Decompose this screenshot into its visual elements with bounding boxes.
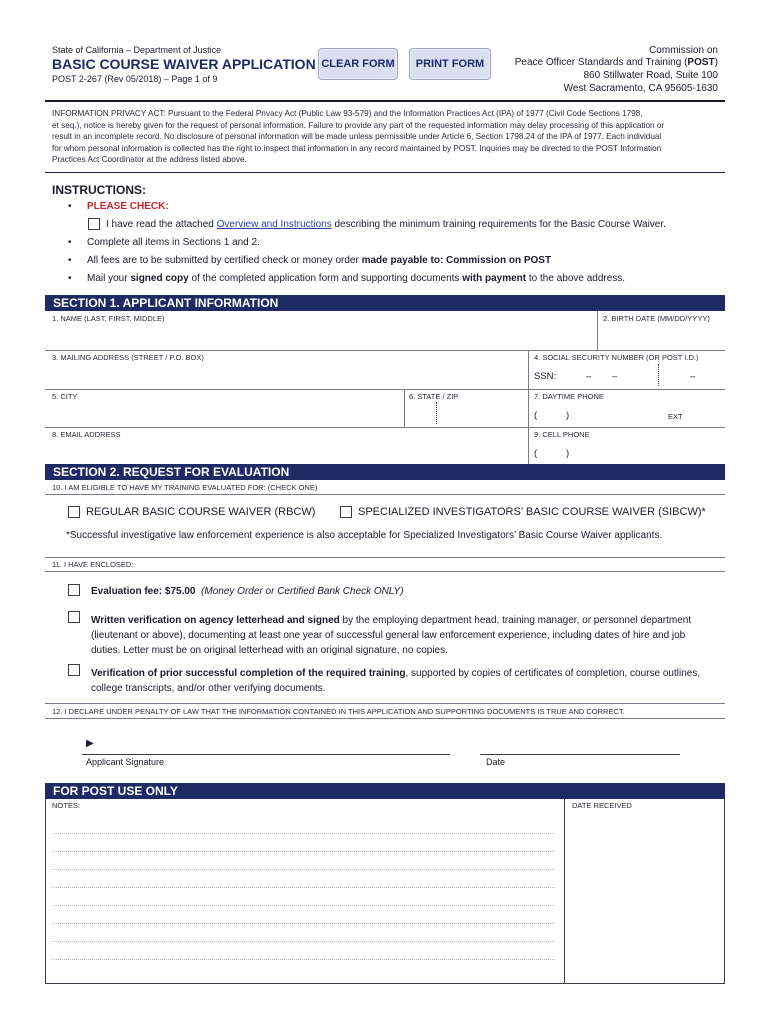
divider [45,427,725,428]
cell-paren-open: ( [534,448,538,459]
evaluation-fee-checkbox[interactable] [68,584,80,596]
divider [564,799,565,984]
cell-paren-close: ) [566,448,570,459]
email-input[interactable] [52,440,522,462]
ext-label: EXT [668,412,683,421]
ssn-dash: – [690,371,696,382]
declaration-label: 12. I DECLARE UNDER PENALTY OF LAW THAT THE INFORMATION CONTAINED IN THIS APPLICATION AND SUPPORTING DOCUMENTS IS TRUE AND CORRECT. [52,707,625,716]
overview-instructions-link[interactable]: Overview and Instructions [216,219,332,230]
city-label: 5. CITY [52,392,78,401]
divider [45,350,725,351]
date-line [480,754,680,755]
email-label: 8. EMAIL ADDRESS [52,430,121,439]
name-label: 1. NAME (LAST, FIRST, MIDDLE) [52,314,165,323]
divider [45,557,725,558]
privacy-divider [45,172,725,173]
instruction-item-4: Mail your signed copy of the completed application form and supporting documents with payment to the above address. [87,273,626,284]
phone-paren-open: ( [534,410,538,421]
bullet: • [68,201,72,212]
instruction-item-3: All fees are to be submitted by certified check or money order made payable to: Commission on POST [87,255,552,266]
divider [597,311,598,351]
divider [45,389,725,390]
divider [528,350,529,465]
prior-training-text: Verification of prior successful completion of the required training, supported by copies of certificates of completion, course outlines, college transcripts, and/or other verifying documents. [91,668,701,694]
state-zip-label: 6. STATE / ZIP [409,392,459,401]
prior-training-checkbox[interactable] [68,664,80,676]
address-line1: 860 Stillwater Road, Suite 100 [583,70,718,81]
mailing-address-label: 3. MAILING ADDRESS (STREET / P.O. BOX) [52,353,204,362]
date-received-label: DATE RECEIVED [572,801,632,810]
commission-line2: Peace Officer Standards and Training (POST) [514,57,718,68]
city-input[interactable] [52,402,400,424]
date-label: Date [486,757,506,767]
evaluation-fee-text: Evaluation fee: $75.00 (Money Order or Certified Bank Check ONLY) [91,586,404,597]
divider [45,703,725,704]
clear-form-button[interactable]: CLEAR FORM [318,48,398,80]
phone-paren-close: ) [566,410,570,421]
divider [404,389,405,427]
section2-header: SECTION 2. REQUEST FOR EVALUATION [45,464,725,480]
sibcw-footnote: *Successful investigative law enforcement experience is also acceptable for Specialized Investigators’ Basic Course Waiver applicants. [66,530,663,541]
commission-line1: Commission on [649,45,718,56]
section1-header: SECTION 1. APPLICANT INFORMATION [45,295,725,311]
ssn-dash: – [586,371,592,382]
mailing-address-input[interactable] [52,363,522,387]
eligibility-label: 10. I AM ELIGIBLE TO HAVE MY TRAINING EVALUATED FOR: (CHECK ONE) [52,483,318,492]
bullet: • [68,255,72,266]
ssn-label: SSN: [534,371,557,382]
birth-date-label: 2. BIRTH DATE (MM/DD/YYYY) [603,314,710,323]
read-instructions-checkbox[interactable] [88,218,100,230]
divider [45,718,725,719]
rbcw-label: REGULAR BASIC COURSE WAIVER (RBCW) [86,506,316,518]
sibcw-label: SPECIALIZED INVESTIGATORS’ BASIC COURSE WAIVER (SIBCW)* [358,506,706,518]
signature-input[interactable] [82,734,450,754]
state-zip-input[interactable] [408,402,524,424]
enclosed-label: 11. I HAVE ENCLOSED: [52,560,134,569]
divider [45,494,725,495]
sibcw-checkbox[interactable] [340,506,352,518]
notes-label: NOTES: [52,801,80,810]
read-instructions-text: I have read the attached Overview and Instructions describing the minimum training requirements for the Basic Course Waiver. [106,219,666,230]
birth-date-input[interactable] [600,324,722,348]
instructions-heading: INSTRUCTIONS: [52,183,146,197]
cell-phone-input[interactable] [532,440,722,462]
print-form-button[interactable]: PRINT FORM [409,48,491,80]
instruction-item-2: Complete all items in Sections 1 and 2. [87,237,260,248]
signature-arrow-icon: ▶ [86,738,94,749]
address-line2: West Sacramento, CA 95605-1630 [563,83,718,94]
form-id: POST 2-267 (Rev 05/2018) – Page 1 of 9 [52,74,218,84]
written-verification-checkbox[interactable] [68,611,80,623]
signature-label: Applicant Signature [86,757,165,767]
privacy-notice: INFORMATION PRIVACY ACT: Pursuant to the Federal Privacy Act (Public Law 93-579) and the Information Practices Act (IPA) of 1977 (Civil Code Sections 1798, et seq.), notice is hereby given for the request of personal information. Failure to provide any part of the requested information may delay processing of this application or result in an incomplete record. No disclosure of personal information will be made unless permissible under Article 6, Section 1798.24 of the IPA of 1977. Each individual for whom personal information is collected has the right to inspect that information in any record maintained by POST. Inquiries may be directed to the POST Information Practices Act Coordinator at the address listed above. [52,109,665,164]
divider [45,571,725,572]
header-divider [45,100,725,102]
signature-line [82,754,450,755]
ssn-dash: – [612,371,618,382]
rbcw-checkbox[interactable] [68,506,80,518]
daytime-phone-input[interactable] [532,402,722,424]
ssn-input[interactable] [560,364,720,386]
cell-phone-label: 9. CELL PHONE [534,430,590,439]
agency-name: State of California – Department of Justice [52,45,222,55]
written-verification-text: Written verification on agency letterhead and signed by the employing department head, training manager, or personnel department (lieutenant or above), documenting at least one year of successful general law enforcement experience, including dates of hire and job duties. Letter must be on original letterhead with an original signature, no copies. [91,615,692,656]
date-received-input[interactable] [570,812,720,980]
please-check-label: PLEASE CHECK: [87,201,169,212]
post-use-header: FOR POST USE ONLY [45,783,725,799]
date-input[interactable] [480,734,680,754]
notes-input[interactable] [52,812,557,980]
daytime-phone-label: 7. DAYTIME PHONE [534,392,604,401]
bullet: • [68,237,72,248]
name-input[interactable] [52,324,592,348]
ssn-label-header: 4. SOCIAL SECURITY NUMBER (OR POST I.D.) [534,353,699,362]
form-title: BASIC COURSE WAIVER APPLICATION [52,56,316,72]
bullet: • [68,273,72,284]
